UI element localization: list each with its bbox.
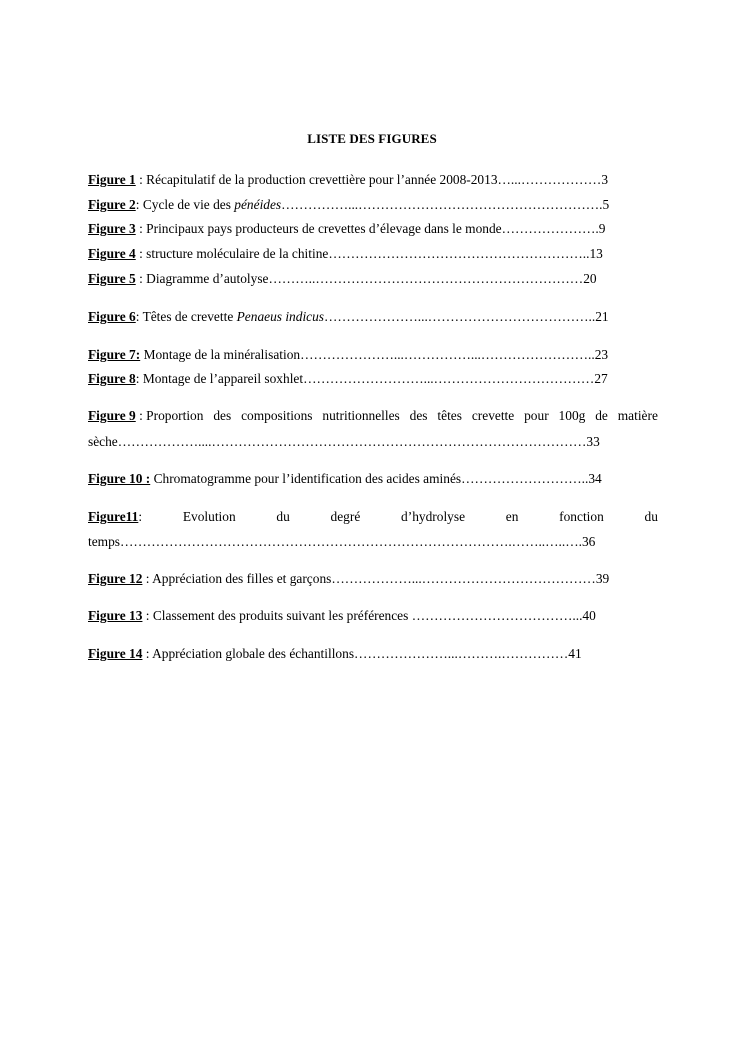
figure-caption: temps [88,534,120,549]
figure-label: Figure 2 [88,197,136,212]
figure-label: Figure 7: [88,347,141,362]
figure-caption: Principaux pays producteurs de crevettes d’élevage dans le monde [146,221,502,236]
figure-entry-6: Figure 6: Têtes de crevette Penaeus indicus…………………...………………………………..21 [88,309,609,324]
leader-dots: …………………. [501,221,599,236]
figure-caption: Diagramme d’autolyse [146,271,269,286]
figure-caption: Appréciation des filles et garçons [152,571,332,586]
figure-caption-word: crevette [471,408,515,423]
page-number: 27 [594,371,608,386]
figure-caption-word: Proportion [146,408,204,423]
page-number: 20 [583,271,597,286]
figure-label: Figure 1 [88,172,136,187]
figure-caption: sèche [88,434,118,449]
figure-entry-14: Figure 14 : Appréciation globale des échantillons…………………...……….……………41 [88,646,582,661]
figure-label: Figure11 [88,509,139,524]
figure-caption-word: Evolution [182,509,236,524]
leader-dots: ………..…………………………………………………… [268,271,584,286]
figure-caption: structure moléculaire de la chitine [146,246,329,261]
figure-caption: Appréciation globale des échantillons [152,646,355,661]
figure-caption-word: du [276,509,290,524]
figure-caption: Cycle de vie des [142,197,235,212]
figure-caption: Têtes de crevette [142,309,237,324]
figure-entry-5: Figure 5 : Diagramme d’autolyse………..……………………………………………………20 [88,271,597,286]
figure-label: Figure 4 [88,246,136,261]
figure-caption-word: degré [330,509,361,524]
figure-label: Figure 13 [88,608,143,623]
figure-entry-9: Figure 9 : Proportion des compositions nutritionnelles des têtes crevette pour 100g de matière [88,408,658,423]
figure-entry-12: Figure 12 : Appréciation des filles et garçons………………...…………………………………39 [88,571,610,586]
figure-label: Figure 14 [88,646,143,661]
page-number: 36 [581,534,596,549]
figure-caption-word: des [213,408,232,423]
figure-caption: Classement des produits suivant les préférences [152,608,412,623]
figure-caption-word: de [595,408,608,423]
figure-entry-1: Figure 1 : Récapitulatif de la production crevettière pour l’année 2008-2013…...………………3 [88,172,609,187]
leader-dots: ………………...………………………………… [331,571,596,586]
page-title: LISTE DES FIGURES [307,131,437,146]
leader-dots: ………………………………... [411,608,583,623]
figure-caption-word: compositions [241,408,313,423]
figure-caption-word: pour [524,408,549,423]
leader-dots: ………………....………………………………………………………………………… [117,434,587,449]
page-number: 39 [595,571,610,586]
figure-label: Figure 10 : [88,471,151,486]
figure-caption: Montage de l’appareil soxhlet [142,371,304,386]
figure-entry-3: Figure 3 : Principaux pays producteurs de crevettes d’élevage dans le monde………………….9 [88,221,606,236]
figure-label: Figure 8 [88,371,136,386]
figure-label: Figure 3 [88,221,136,236]
page-number: 33 [586,434,600,449]
leader-dots: ………………………………………………….. [328,246,590,261]
figure-entry-4: Figure 4 : structure moléculaire de la chitine…………………………………………………..13 [88,246,603,261]
leader-dots: ………………………...……………………………… [303,371,595,386]
page-number: 9 [598,221,606,236]
figure-caption: Montage de la minéralisation [143,347,301,362]
figure-entry-2: Figure 2: Cycle de vie des pénéides……………...……………………………………………….5 [88,197,610,212]
figure-entry-8: Figure 8: Montage de l’appareil soxhlet………………………...………………………………27 [88,371,608,386]
figure-caption-word: en [505,509,519,524]
figure-entry-11-line2 [88,533,658,550]
page-number: 34 [588,471,602,486]
figure-caption-word: têtes [437,408,462,423]
figure-caption-italic: Penaeus indicus [236,309,325,324]
figure-caption-word: du [644,509,658,524]
leader-dots: ……………………….. [461,471,589,486]
figure-entry-9-line2 [88,433,658,450]
figure-label: Figure 12 [88,571,143,586]
leader-dots: …………………...……………...…………………….. [300,347,595,362]
leader-dots: …………………...……………………………….. [324,309,596,324]
figure-caption: Récapitulatif de la production crevettière pour l’année 2008-2013 [146,172,498,187]
figure-caption-word: d’hydrolyse [401,509,466,524]
leader-dots: …...……………… [497,172,602,187]
page-number: 40 [582,608,596,623]
page-number: 3 [601,172,609,187]
page-number: 21 [595,309,609,324]
figure-entry-13: Figure 13 : Classement des produits suivant les préférences ………………………………...40 [88,608,596,623]
figure-caption-italic: pénéides [234,197,282,212]
figure-label: Figure 9 [88,408,136,423]
figure-caption-word: nutritionnelles [322,408,400,423]
page-number: 41 [568,646,582,661]
leader-dots: ……………...………………………………………………. [281,197,603,212]
leader-dots: …………………...……….…………… [354,646,569,661]
figure-entry-7 [88,346,658,363]
figure-entry-10 [88,470,658,487]
figure-caption-word: matière [617,408,658,423]
figure-label: Figure 6 [88,309,136,324]
page-number: 13 [589,246,603,261]
figure-caption-word: 100g [558,408,586,423]
page-number: 5 [602,197,610,212]
leader-dots: …………………………………………………………………………….……..…..…. [120,534,582,549]
figure-caption: Chromatogramme pour l’identification des acides aminés [153,471,462,486]
page-number: 23 [594,347,609,362]
figure-entry-11: Figure11: Evolution du degré d’hydrolyse en fonction du [88,509,658,524]
figure-caption-word: fonction [559,509,604,524]
figure-caption-word: des [409,408,428,423]
figure-label: Figure 5 [88,271,136,286]
